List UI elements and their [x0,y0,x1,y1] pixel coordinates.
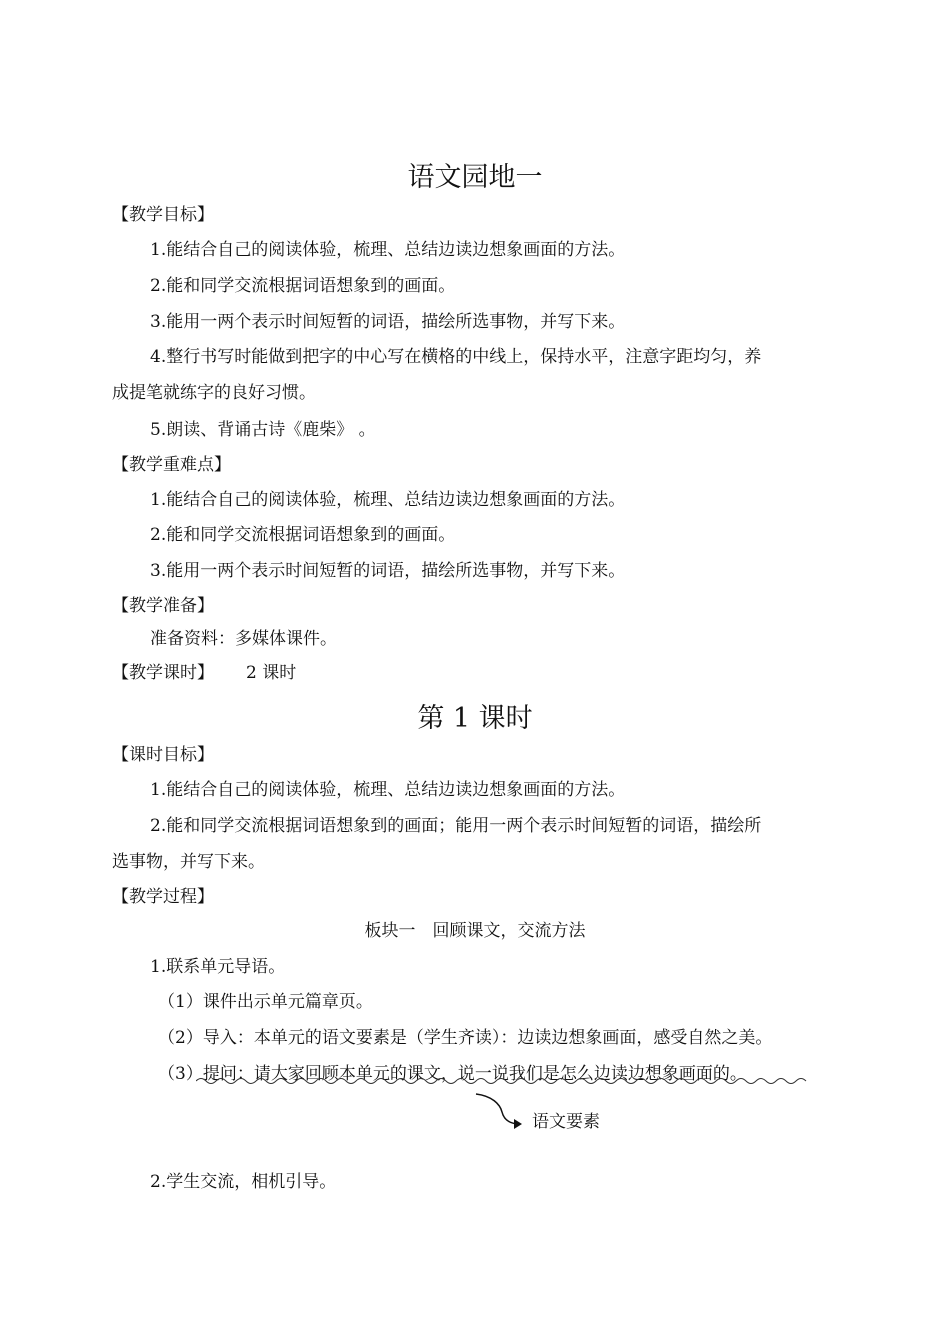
goal-item-2: 2.能和同学交流根据词语想象到的画面。 [150,276,456,296]
keypoint-item-2: 2.能和同学交流根据词语想象到的画面。 [150,525,456,545]
lesson-title: 第 1 课时 [417,703,533,734]
step-1-sub-3: （3）提问：请大家回顾本单元的课文，说一说我们是怎么边读边想象画面的。 [158,1064,747,1084]
lesson-goals-heading: 【课时目标】 [112,745,214,765]
block-title: 板块一 回顾课文，交流方法 [364,921,586,941]
step-1-sub-1: （1）课件出示单元篇章页。 [158,992,373,1012]
curved-arrow-icon [470,1090,530,1134]
goal-item-3: 3.能用一两个表示时间短暂的词语，描绘所选事物，并写下来。 [150,312,626,332]
lesson-goal-1: 1.能结合自己的阅读体验，梳理、总结边读边想象画面的方法。 [150,780,626,800]
process-heading: 【教学过程】 [112,887,214,907]
hours-value: 2 课时 [246,663,297,683]
hours-heading: 【教学课时】 [112,663,214,683]
page-title: 语文园地一 [407,162,543,193]
goals-heading: 【教学目标】 [112,205,214,225]
annotation-label: 语文要素 [532,1112,600,1132]
step-1-sub-2: （2）导入：本单元的语文要素是（学生齐读）：边读边想象画面，感受自然之美。 [158,1028,773,1048]
step-2: 2.学生交流，相机引导。 [150,1172,337,1192]
prep-text: 准备资料：多媒体课件。 [150,629,337,649]
prep-heading: 【教学准备】 [112,596,214,616]
step-1: 1.联系单元导语。 [150,957,286,977]
lesson-goal-2-continued: 选事物，并写下来。 [112,852,265,872]
keypoints-heading: 【教学重难点】 [112,455,231,475]
lesson-goal-2: 2.能和同学交流根据词语想象到的画面；能用一两个表示时间短暂的词语，描绘所 [150,816,762,836]
keypoint-item-3: 3.能用一两个表示时间短暂的词语，描绘所选事物，并写下来。 [150,561,626,581]
goal-item-5: 5.朗读、背诵古诗《鹿柴》 。 [150,420,376,440]
keypoint-item-1: 1.能结合自己的阅读体验，梳理、总结边读边想象画面的方法。 [150,490,626,510]
goal-item-4-continued: 成提笔就练字的良好习惯。 [112,383,316,403]
wavy-underline [196,1076,816,1086]
goal-item-1: 1.能结合自己的阅读体验，梳理、总结边读边想象画面的方法。 [150,240,626,260]
goal-item-4: 4.整行书写时能做到把字的中心写在横格的中线上，保持水平，注意字距均匀，养 [150,347,762,367]
